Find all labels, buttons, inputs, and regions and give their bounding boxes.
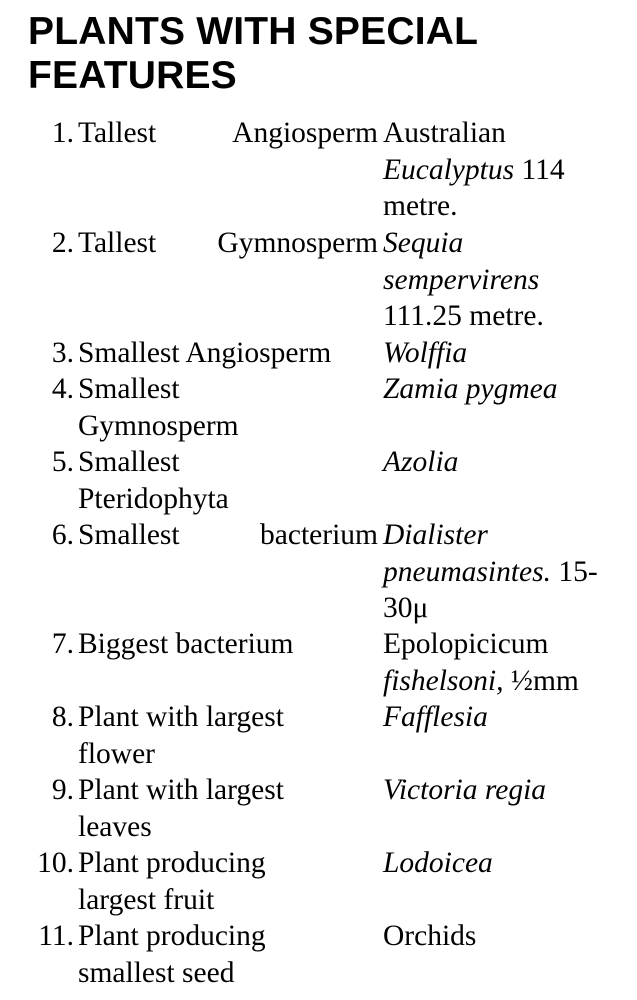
feature-label: Smallest Gymnosperm [78,373,239,442]
feature-label: Tallest Angiosperm [78,117,378,149]
item-number: 1. [51,117,74,149]
feature-label: Plant producing smallest seed [78,920,266,989]
feature-value: Lodoicea [383,847,493,879]
feature-label: Smallest bacterium [78,519,378,551]
feature-value: Zamia pygmea [383,373,558,405]
feature-value: Wolffia [383,337,468,369]
feature-label: Plant with largest flower [78,701,284,770]
item-number: 10. [37,847,74,879]
feature-label: Smallest Pteridophyta [78,446,229,515]
item-number: 11. [38,920,74,952]
feature-value: Victoria regia [383,774,547,806]
feature-value: Fafflesia [383,701,488,733]
item-number: 6. [51,519,74,551]
feature-value: Epolopicicum fishelsoni, ½mm [383,628,579,697]
feature-label: Plant producing largest fruit [78,847,266,916]
item-number: 8. [51,701,74,733]
page-title-line: PLANTS WITH SPECIAL [28,10,479,53]
feature-label: Plant with largest leaves [78,774,284,843]
item-number: 9. [51,774,74,806]
item-number: 5. [51,446,74,478]
item-number: 7. [51,628,74,660]
feature-value: Orchids [383,920,477,952]
feature-label: Tallest Gymnosperm [78,227,378,259]
feature-value: Dialister pneumasintes. 15- 30μ [383,519,598,625]
feature-value: Sequia sempervirens 111.25 metre. [383,227,544,333]
feature-label: Biggest bacterium [78,628,294,660]
page-title [28,10,628,98]
feature-value: Azolia [383,446,459,478]
page-title-line: FEATURES [28,54,237,97]
feature-value: Australian Eucalyptus 114 metre. [383,117,565,223]
item-number: 2. [51,227,74,259]
item-number: 3. [51,337,74,369]
item-number: 4. [51,373,74,405]
feature-label: Smallest Angiosperm [78,337,332,369]
